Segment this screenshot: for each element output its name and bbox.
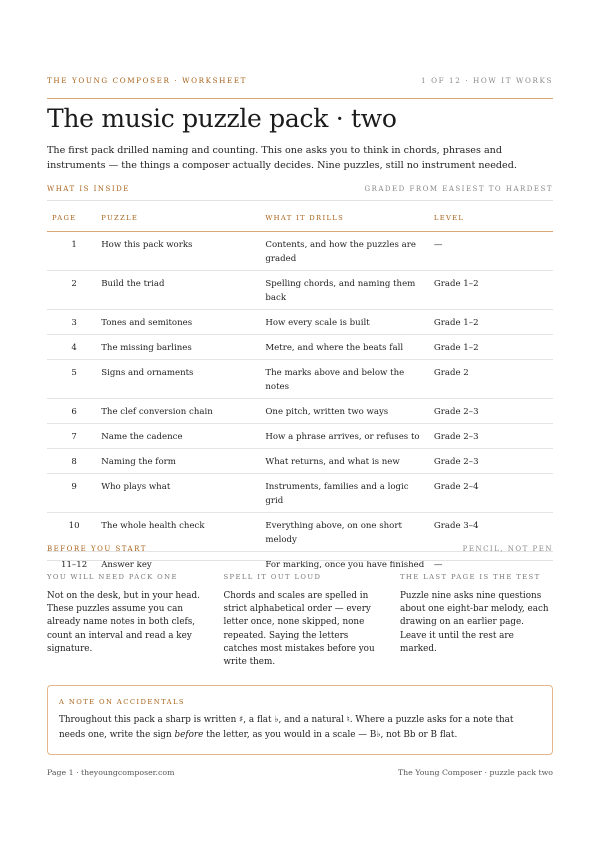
header-brand: THE YOUNG COMPOSER · WORKSHEET [47,76,248,85]
row-page: 4 [47,335,101,360]
contents-table [47,205,553,576]
row-drills: Everything above, on one short melody [265,513,434,552]
tip-title: YOU WILL NEED PACK ONE [47,573,178,581]
header-page-info: 1 OF 12 · HOW IT WORKS [421,76,553,85]
row-puzzle: Tones and semitones [101,310,265,335]
page-header [47,76,553,85]
tip-text: Chords and scales are spelled in strict alphabetical order — every letter once, none skipped, none repeated. Saying the letters catches most mistakes before you write them. [223,591,375,668]
footer-right: The Young Composer · puzzle pack two [397,768,553,777]
row-level: Grade 3–4 [434,513,553,552]
page-footer [47,768,553,777]
before-heading: BEFORE YOU START [47,545,147,553]
row-level: Grade 1–2 [434,271,553,310]
accidentals-note-box [47,685,553,755]
row-level: Grade 2–4 [434,474,553,513]
row-level: Grade 2–3 [434,449,553,474]
row-puzzle: Signs and ornaments [101,360,265,399]
note-text-emphasis: before [174,729,204,740]
column-header-drills: WHAT IT DRILLS [265,205,434,232]
table-row [47,271,553,310]
row-page: 8 [47,449,101,474]
tip-title: SPELL IT OUT LOUD [223,573,322,581]
row-drills: Metre, and where the beats fall [265,335,434,360]
before-subheading: PENCIL, NOT PEN [462,545,553,553]
tips-columns [47,573,553,669]
page-title: The music puzzle pack · two [47,104,397,133]
row-page: 10 [47,513,101,552]
table-row [47,474,553,513]
contents-header-row [47,205,553,232]
column-header-page: PAGE [47,205,101,232]
tip-text: Not on the desk, but in your head. These puzzles assume you can already name notes in both clefs, count an interval and read a key signature. [47,591,200,654]
table-row [47,335,553,360]
tip-title: THE LAST PAGE IS THE TEST [400,573,541,581]
contents-divider [47,200,553,201]
row-level: — [434,232,553,271]
row-page: 3 [47,310,101,335]
row-drills: What returns, and what is new [265,449,434,474]
row-drills: How every scale is built [265,310,434,335]
contents-body [47,232,553,577]
table-row [47,232,553,271]
row-puzzle: Build the triad [101,271,265,310]
row-level: Grade 1–2 [434,310,553,335]
note-text-end: the letter, as you would in a scale — B♭, not Bb or B flat. [203,729,458,740]
note-title: A NOTE ON ACCIDENTALS [59,698,185,706]
row-puzzle: Name the cadence [101,424,265,449]
row-puzzle: Naming the form [101,449,265,474]
row-drills: For marking, once you have finished [265,560,425,570]
row-puzzle: How this pack works [101,232,265,271]
column-header-level: LEVEL [434,205,553,232]
row-level: Grade 2–3 [434,424,553,449]
table-row [47,449,553,474]
row-drills: Instruments, families and a logic grid [265,474,434,513]
table-row [47,360,553,399]
row-page: 5 [47,360,101,399]
row-page: 7 [47,424,101,449]
contents-subheading: GRADED FROM EASIEST TO HARDEST [364,185,553,193]
row-drills: Spelling chords, and naming them back [265,271,434,310]
table-row [47,310,553,335]
row-level: Grade 2 [434,360,553,399]
row-level: Grade 2–3 [434,399,553,424]
row-level: Grade 1–2 [434,335,553,360]
header-divider [47,98,553,99]
contents-section-header [47,185,553,193]
row-puzzle: Who plays what [101,474,265,513]
row-puzzle: The missing barlines [101,335,265,360]
row-page: 11–12 [61,560,88,570]
row-level: — [433,560,443,570]
note-text [59,713,541,742]
row-drills: The marks above and below the notes [265,360,434,399]
tip-text: Puzzle nine asks nine questions about one eight-bar melody, each drawing on an earlier page. Leave it until the rest are marked. [400,591,549,654]
row-page: 2 [47,271,101,310]
row-page: 9 [47,474,101,513]
row-drills: How a phrase arrives, or refuses to [265,424,434,449]
contents-heading: WHAT IS INSIDE [47,185,130,193]
tip-column [400,573,553,669]
tip-column [224,573,377,669]
column-header-puzzle: PUZZLE [101,205,265,232]
tip-column [47,573,200,669]
row-drills: One pitch, written two ways [265,399,434,424]
table-row [47,399,553,424]
row-puzzle: Answer key [101,560,152,570]
row-puzzle: The whole health check [101,513,265,552]
before-section-header [47,545,553,553]
row-drills: Contents, and how the puzzles are graded [265,232,434,271]
before-divider [47,560,553,561]
row-page: 6 [47,399,101,424]
table-row [47,424,553,449]
note-text-start: Throughout this pack a sharp is written ♯, a flat ♭, and a natural ♮. Where a puzzle asks for a note that needs one, write the sign [59,715,514,740]
row-puzzle: The clef conversion chain [101,399,265,424]
footer-left: Page 1 · theyoungcomposer.com [47,768,175,777]
intro-paragraph: The first pack drilled naming and counting. This one asks you to think in chords, phrases and instruments — the things a composer actually decides. Nine puzzles, still no instrument needed. [47,145,517,171]
row-page: 1 [47,232,101,271]
